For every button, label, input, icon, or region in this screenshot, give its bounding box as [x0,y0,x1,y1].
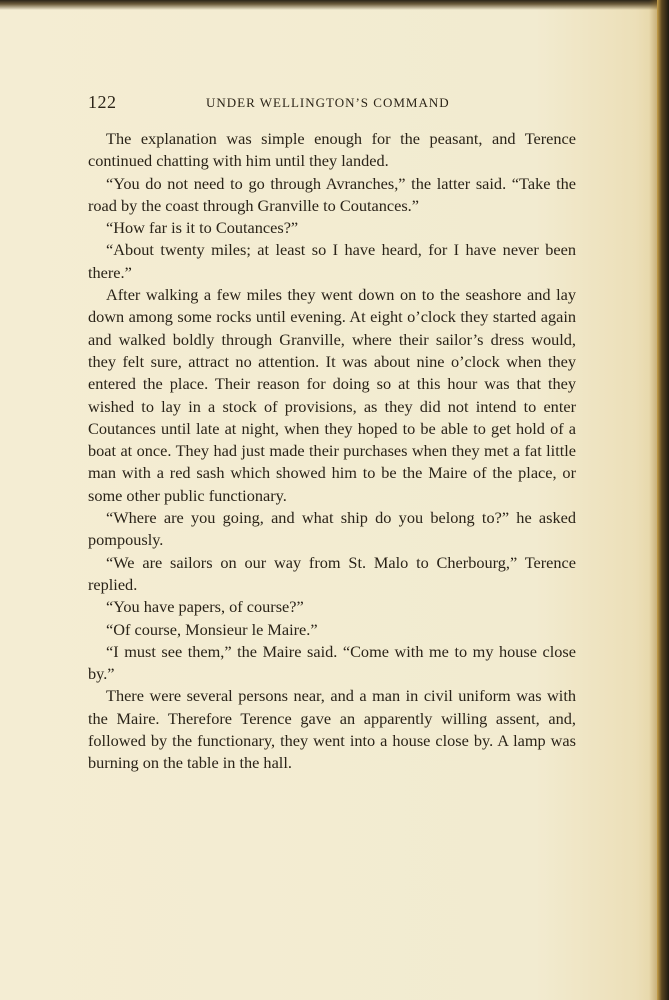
paragraph: “How far is it to Coutances?” [106,218,299,238]
paragraph: “I must see them,” the Maire said. “Come with me to my house close by.” [88,641,576,684]
paragraph: “You do not need to go through Avranches,” the latter said. “Take the road by the coast through Granville to Coutances.” [88,173,576,215]
paragraph: “About twenty miles; at least so I have heard, for I have never been there.” [88,240,576,282]
paragraph: After walking a few miles they went down on to the seashore and lay down among some rocks until evening. At eight o’clock they started again and walked boldly through Granville, where their sailor’s dress would, they felt sure, attract no attention. It was about nine o’clock when they entered the place. Their reason for doing so at this hour was that they wished to lay in a stock of provisions, as they did not intend to enter Coutances until late at night, when they hoped to be able to get hold of a boat at once. They had just made their purchases when they met a fat little man with a red sash which showed him to be the Maire of the place, or some other public functionary. [88,285,576,505]
paragraph: “We are sailors on our way from St. Malo to Cherbourg,” Terence replied. [88,552,576,594]
page-number: 122 [88,92,117,112]
paragraph: “Where are you going, and what ship do you belong to?” he asked pompously. [88,508,576,550]
paragraph: “Of course, Monsieur le Maire.” [106,619,318,639]
page-header [88,92,578,114]
page-gutter-shade [649,0,657,1000]
body-text [88,128,576,775]
paragraph: “You have papers, of course?” [106,597,304,617]
paragraph: The explanation was simple enough for the peasant, and Terence continued chatting with him until they landed. [88,129,576,171]
running-head: UNDER WELLINGTON’S COMMAND [206,95,450,110]
paragraph: There were several persons near, and a man in civil uniform was with the Maire. Therefore Terence gave an apparently willing assent, and, followed by the functionary, they went into a house close by. A lamp was burning on the table in the hall. [88,686,576,773]
page-top-shadow [0,0,669,10]
book-spine-edge [657,0,669,1000]
